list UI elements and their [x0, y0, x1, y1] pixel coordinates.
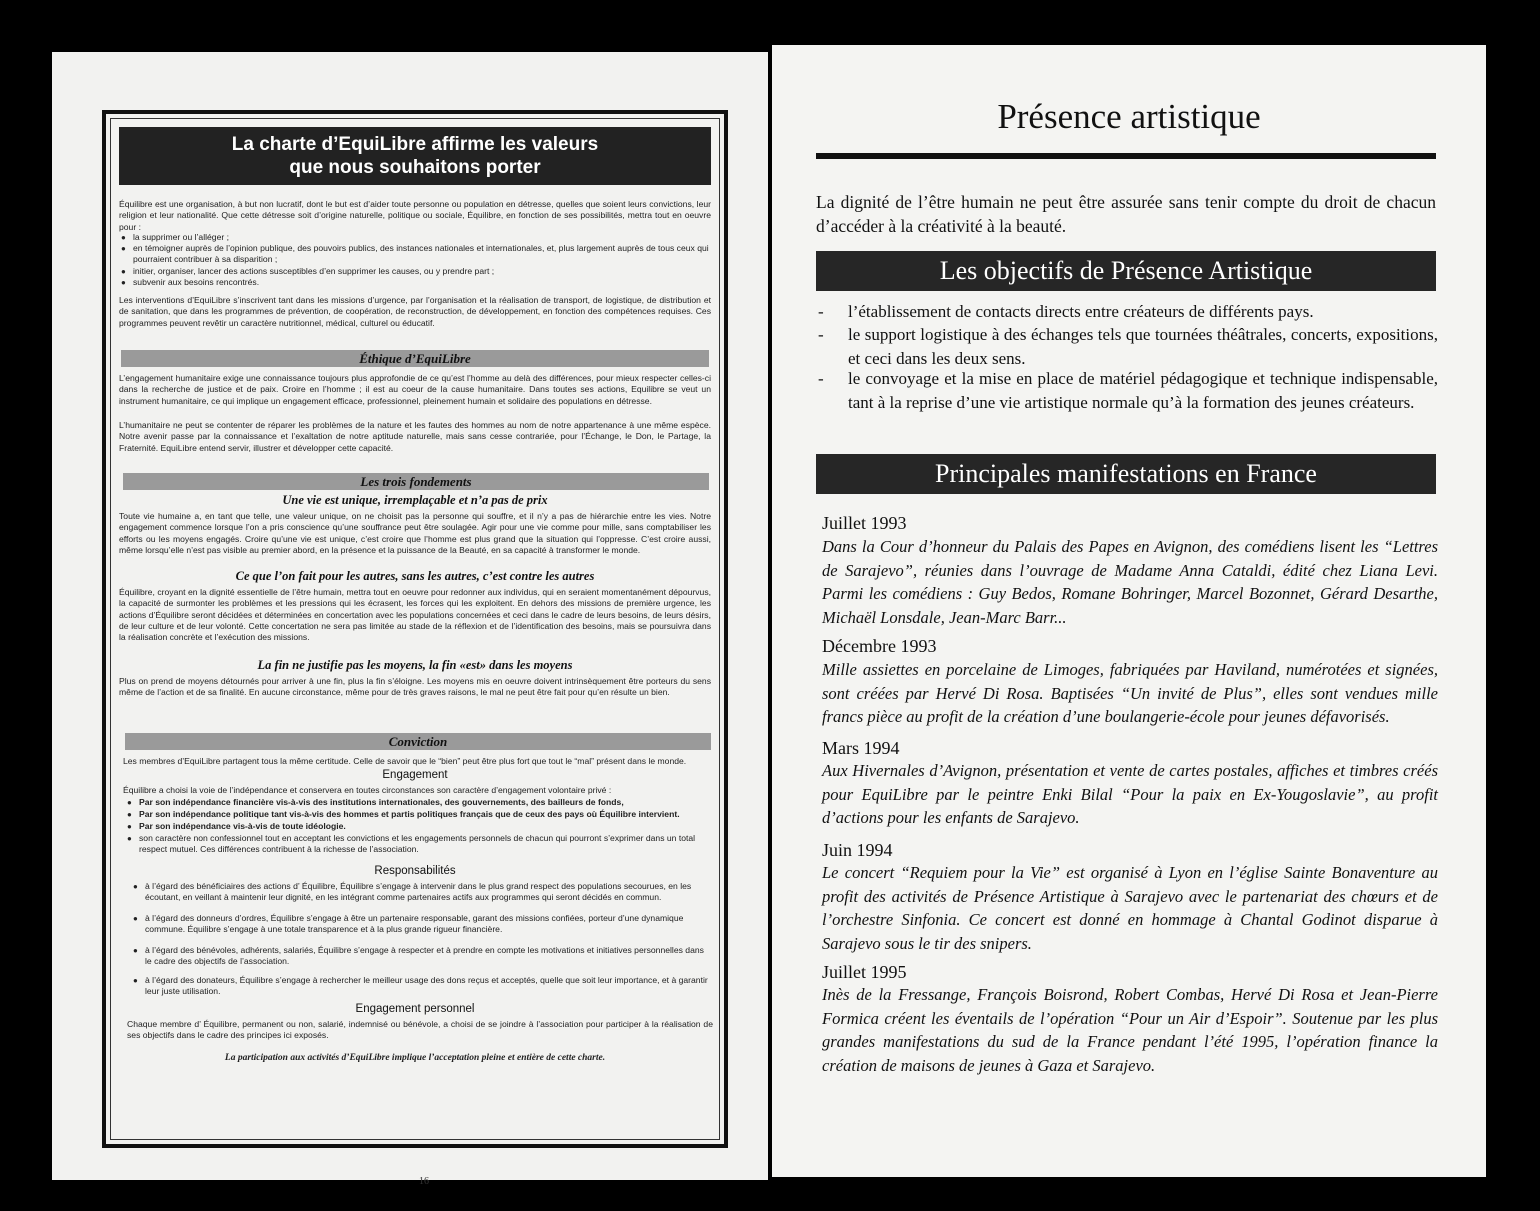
event-date: Juillet 1995: [822, 962, 907, 982]
objectif-item: - le support logistique à des échanges tels que tournées théâtrales, concerts, expositions, et ceci dans les deux sens.: [818, 325, 1438, 368]
engagement-intro: Équilibre a choisi la voie de l’indépendance et conservera en toutes circonstances son caractère d’engagement volontaire privé :: [123, 785, 612, 795]
intro-text: La dignité de l’être humain ne peut être assurée sans tenir compte du droit de chacun d’accéder à la créativité à la beauté.: [816, 192, 1436, 236]
event-date: Juin 1994: [822, 840, 893, 860]
responsabilite-bullet: ● à l’égard des bénévoles, adhérents, salariés, Équilibre s’engage à respecter et à prendre en compte les motivations et initiatives personnelles dans le cadre des objectifs de l’association.: [145, 945, 711, 968]
intro-bullet: ● initier, organiser, lancer des actions susceptibles d’en supprimer les causes, ou y prendre part ;: [133, 266, 711, 277]
charter-title: La charte d’EquiLibre affirme les valeurs que nous souhaitons porter: [119, 127, 711, 185]
engagement-personnel-heading: Engagement personnel: [355, 1003, 475, 1015]
fondement-title: Une vie est unique, irremplaçable et n’a pas de prix: [282, 493, 548, 507]
objectif-item: - le convoyage et la mise en place de matériel pédagogique et technique indispensable, tant à la reprise d’une vie artistique normale qu’à la formation des jeunes créateurs.: [818, 369, 1438, 412]
event-text: Dans la Cour d’honneur du Palais des Papes en Avignon, des comédiens lisent les “Lettres de Sarajevo”, réunies dans l’ouvrage de Madame Anna Cataldi, édité chez Liana Levi. Parmi les comédiens : Guy Bedos, Romane Bohringer, Marcel Bozonnet, Gérard Desarthe, Michaël Lonsdale, Jean-Marc Barr...: [822, 537, 1438, 627]
responsabilites-heading: Responsabilités: [374, 865, 456, 877]
intro-bullet: ● la supprimer ou l’alléger ;: [133, 232, 711, 243]
event-date: Juillet 1993: [822, 513, 907, 533]
ethique-heading: Éthique d’EquiLibre: [121, 350, 709, 367]
fondement-text: Toute vie humaine a, en tant que telle, une valeur unique, on ne choisit pas la personne qui souffre, et il n’y a pas de hiérarchie entre les vies. Notre engagement commence lorsque l’on a pris conscience qu’une souffrance peut être soulagée. Agir pour une vie comme pour mille, sans comptabiliser les efforts ou les moyens engagés. Croire qu’une vie est unique, c’est croire que l’homme est plus grand que la situation qui l’oppresse. C’est croire aussi, même lorsqu’elle n’est pas visible au premier abord, en la présence et la puissance de la Beauté, en sa capacité à transformer le monde.: [119, 511, 711, 555]
engagement-personnel-text: Chaque membre d’ Équilibre, permanent ou non, salarié, indemnisé ou bénévole, a choisi de se joindre à l’association pour participer à la réalisation de ses objectifs dans le cadre des principes ici exposés.: [127, 1019, 713, 1041]
left-page: [52, 52, 768, 1187]
charter-frame: [102, 110, 728, 1148]
intro-paragraph: Équilibre est une organisation, à but non lucratif, dont le but est d’aider toute personne ou population en détresse, quelles que soient leurs convictions, leur religion et leur nationalité. Que cette détresse soit d’origine naturelle, politique ou sociale, Équilibre, en fonction de ses possibilités, mettra tout en oeuvre pour :: [119, 199, 711, 232]
event-text: Aux Hivernales d’Avignon, présentation et vente de cartes postales, affiches et timbres créés pour EquiLibre par le peintre Enki Bilal “Pour la paix en Ex-Yougoslavie”, au profit d’actions pour les enfants de Sarajevo.: [822, 761, 1438, 827]
page-title: Présence artistique: [997, 97, 1261, 136]
title-rule: [816, 153, 1436, 159]
responsabilite-bullet: ● à l’égard des bénéficiaires des actions d’ Équilibre, Équilibre s’engage à intervenir dans le plus grand respect des populations secourues, en les écoutant, en veillant à maintenir leur dignité, en les intégrant comme partenaires actifs aux programmes qui seront décidés en commun.: [145, 881, 711, 904]
ethique-paragraph: L’humanitaire ne peut se contenter de réparer les problèmes de la nature et les fautes des hommes au nom de notre appartenance à une même espèce. Notre avenir passe par la connaissance et l’exaltation de notre aptitude naturelle, mais sans cesse contrariée, pour l’Échange, le Don, le Partage, la Fraternité. EquiLibre entend servir, illustrer et développer cette capacité.: [119, 420, 711, 453]
right-page: [772, 45, 1486, 1177]
manifestations-heading: Principales manifestations en France: [816, 454, 1436, 494]
engagement-bullet: ● Par son indépendance vis-à-vis de toute idéologie.: [139, 821, 713, 832]
fondement-title: Ce que l’on fait pour les autres, sans les autres, c’est contre les autres: [235, 569, 595, 583]
event-date: Décembre 1993: [822, 636, 937, 656]
intro-bullet: ● subvenir aux besoins rencontrés.: [133, 277, 711, 288]
objectif-item: - l’établissement de contacts directs entre créateurs de différents pays.: [818, 302, 1314, 321]
conviction-heading: Conviction: [125, 733, 711, 750]
event-text: Mille assiettes en porcelaine de Limoges, fabriquées par Haviland, numérotées et signées, sont créées par Hervé Di Rosa. Baptisées “Un invité de Plus”, elles sont vendues mille francs pièce au profit de la création d’une boulangerie-école pour jeunes défavorisés.: [822, 660, 1438, 726]
interventions-paragraph: Les interventions d’EquiLibre s’inscrivent tant dans les missions d’urgence, par l’organisation et la réalisation de transport, de logistique, de distribution et de sanitation, que dans les programmes de prévention, de coopération, de reconstruction, de développement, en fonction des compétences requises. Ces programmes peuvent revêtir un caractère nutritionnel, médical, culturel ou éducatif.: [119, 295, 711, 328]
fondement-title: La fin ne justifie pas les moyens, la fin «est» dans les moyens: [257, 658, 573, 672]
engagement-bullet: ● son caractère non confessionnel tout en acceptant les convictions et les engagements personnels de chacun qui pourront s’exprimer dans un total respect mutuel. Ces différences contribuent à la richesse de l’association.: [139, 833, 713, 856]
engagement-heading: Engagement: [382, 769, 448, 781]
fondement-text: Plus on prend de moyens détournés pour arriver à une fin, plus la fin s’éloigne. Les moyens mis en oeuvre doivent intrinsèquement être porteurs du sens même de l’action et de sa finalité. En aucune circonstance, même pour de très graves raisons, le mal ne peut être fait pour qu’en résulte un bien.: [119, 676, 711, 698]
fondements-heading: Les trois fondements: [123, 473, 709, 490]
ethique-paragraph: L’engagement humanitaire exige une connaissance toujours plus approfondie de ce qu’est l’homme au delà des différences, pour mieux respecter celles-ci dans la recherche de justice et de paix. Croire en l’homme ; il est au coeur de la cause humanitaire. Dans toutes ses actions, Equilibre se veut un instrument humanitaire, ce qui implique un engagement efficace, professionnel, pleinement humain et solidaire des populations en détresse.: [119, 373, 711, 406]
page-number: 16: [419, 1176, 429, 1187]
conviction-text: Les membres d’EquiLibre partagent tous la même certitude. Celle de savoir que le “bien” peut être plus fort que tout le “mal” présent dans le monde.: [123, 756, 687, 766]
engagement-bullet: ● Par son indépendance politique tant vis-à-vis des hommes et partis politiques français que de ceux des pays où Équilibre intervient.: [139, 809, 713, 820]
event-date: Mars 1994: [822, 738, 900, 758]
fondement-text: Équilibre, croyant en la dignité essentielle de l’être humain, mettra tout en oeuvre pour redonner aux individus, qui en seraient momentanément dépourvus, la capacité de surmonter les problèmes et les pressions qui les écrasent, les forces qui les exploitent. En dehors des missions de première urgence, les actions d’Équilibre seront décidées et déterminées en concertation avec les populations concernées et ceci dans le cadre de leurs besoins, de leurs désirs, de leur culture et de leur volonté. Cette concertation ne sera pas limitée au stade de la réflexion et de l’identification des besoins, mais se poursuivra dans la réalisation concrète et l’exécution des missions.: [119, 587, 711, 643]
closing-note: La participation aux activités d’EquiLibre implique l’acceptation pleine et entière de cette charte.: [224, 1053, 606, 1063]
engagement-bullet: ● Par son indépendance financière vis-à-vis des institutions internationales, des gouvernements, des bailleurs de fonds,: [139, 797, 713, 808]
responsabilite-bullet: ● à l’égard des donateurs, Équilibre s’engage à rechercher le meilleur usage des dons reçus et acceptés, quelle que soit leur importance, et à garantir leur juste utilisation.: [145, 975, 711, 998]
objectifs-heading: Les objectifs de Présence Artistique: [816, 251, 1436, 291]
intro-bullet: ● en témoigner auprès de l’opinion publique, des pouvoirs publics, des instances nationales et internationales, et, plus largement auprès de tous ceux qui pourraient contribuer à sa disparition ;: [133, 243, 711, 266]
event-text: Le concert “Requiem pour la Vie” est organisé à Lyon en l’église Sainte Bonaventure au profit des activités de Présence Artistique à Sarajevo avec le partenariat des chœurs et de l’orchestre Sinfonia. Ce concert est donné en hommage à Chantal Godinot disparue à Sarajevo sous le tir des snipers.: [822, 863, 1438, 953]
responsabilite-bullet: ● à l’égard des donneurs d’ordres, Équilibre s’engage à être un partenaire responsable, garant des missions confiées, porteur d’une dynamique commune. Équilibre s’engage à une totale transparence et à la plus grande rigueur financière.: [145, 913, 711, 936]
event-text: Inès de la Fressange, François Boisrond, Robert Combas, Hervé Di Rosa et Jean-Pierre Formica créent les éventails de l’opération “Pour un Air d’Espoir”. Soutenue par les plus grandes manifestations du sud de la France pendant l’été 1995, l’opération finance la création de maisons de jeunes à Gaza et Sarajevo.: [822, 985, 1438, 1075]
